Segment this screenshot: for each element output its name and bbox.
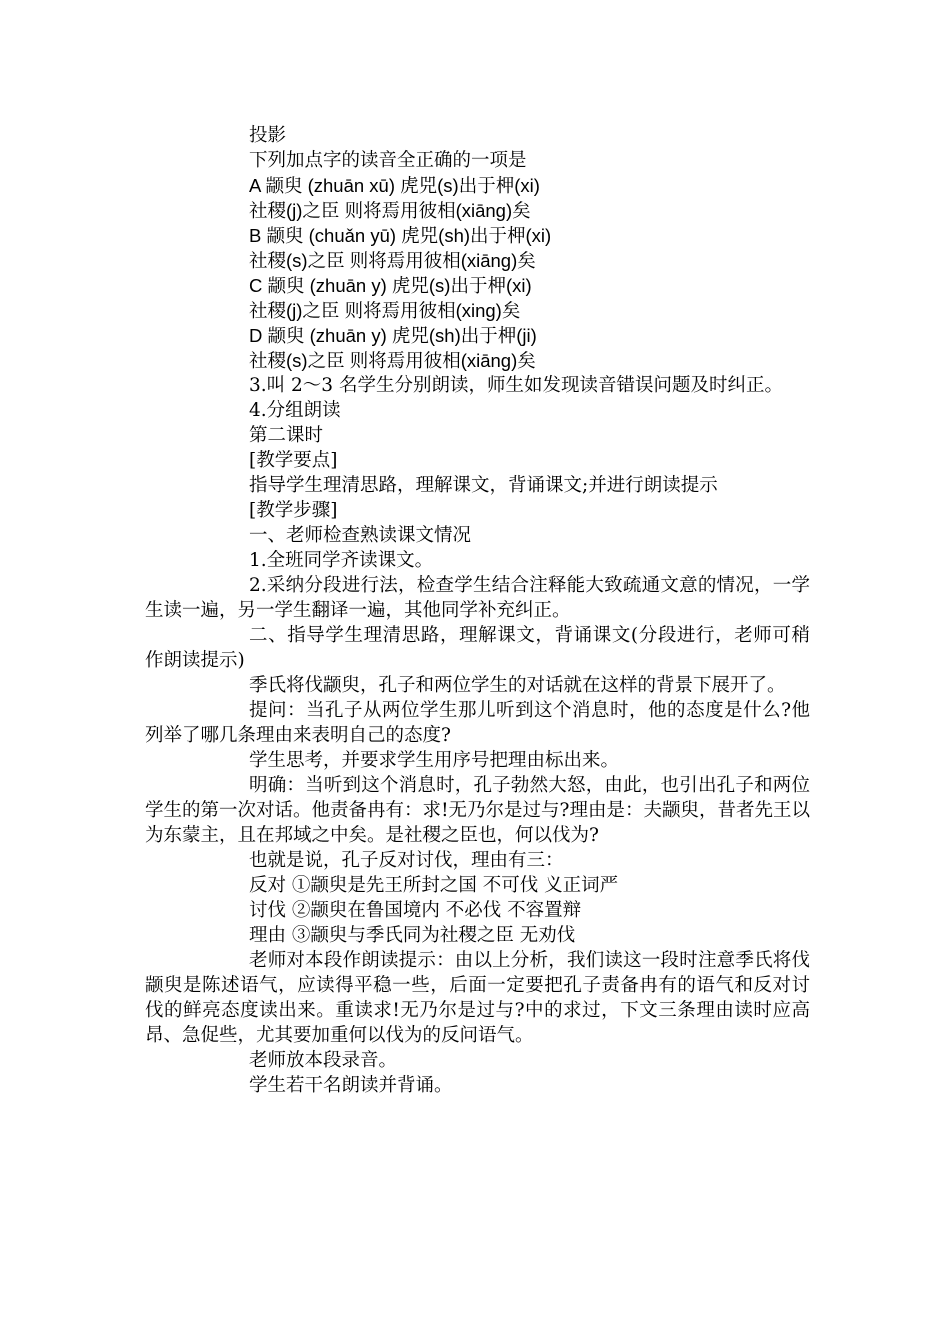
paragraph: 指导学生理清思路，理解课文，背诵课文;并进行朗读提示 <box>249 475 718 496</box>
paragraph: 3.叫 2～3 名学生分别朗读，师生如发现读音错误问题及时纠正。 <box>249 375 783 396</box>
text-line: D 颛臾 (zhuān y) 虎兕(sh)出于柙(ji) <box>249 325 537 346</box>
text-line: 学生若干名朗读并背诵。 <box>249 1075 453 1096</box>
text-line: A 颛臾 (zhuān xū) 虎兕(s)出于柙(xi) <box>249 175 540 196</box>
text-line: 老师放本段录音。 <box>249 1050 398 1071</box>
paragraph: 明确：当听到这个消息时，孔子勃然大怒，由此，也引出孔子和两位学生的第一次对话。他责备冉有：求!无乃尔是过与?理由是：夫颛臾，昔者先王以为东蒙主，且在邦域之中矣。是社稷之臣也，何以伐为? <box>145 775 810 846</box>
text-line: 第二课时 <box>249 425 324 446</box>
text-line: 4.分组朗读 <box>249 400 341 421</box>
text-line: 学生思考，并要求学生用序号把理由标出来。 <box>249 750 620 771</box>
paragraph: 老师对本段作朗读提示：由以上分析，我们读这一段时注意季氏将伐颛臾是陈述语气，应读得平稳一些，后面一定要把孔子责备冉有的语气和反对讨伐的鲜亮态度读出来。重读求!无乃尔是过与?中的求过，下文三条理由读时应高昂、急促些，尤其要加重何以伐为的反问语气。 <box>145 950 810 1046</box>
text-line: C 颛臾 (zhuān y) 虎兕(s)出于柙(xi) <box>249 275 532 296</box>
text-line: 也就是说，孔子反对讨伐，理由有三： <box>249 850 564 871</box>
text-line: 反对 ①颛臾是先王所封之国 不可伐 义正词严 <box>249 875 619 896</box>
document-page <box>145 123 810 1098</box>
text-line: 社稷(j)之臣 则将焉用彼相(xiāng)矣 <box>249 200 531 221</box>
text-line: 社稷(s)之臣 则将焉用彼相(xiāng)矣 <box>249 350 536 371</box>
paragraph: 2.采纳分段进行法，检查学生结合注释能大致疏通文意的情况，一学生读一遍，另一学生翻译一遍，其他同学补充纠正。 <box>145 575 810 621</box>
paragraph: 季氏将伐颛臾，孔子和两位学生的对话就在这样的背景下展开了。 <box>249 675 786 696</box>
text-line: 投影 <box>249 125 287 146</box>
text-line: 社稷(j)之臣 则将焉用彼相(xing)矣 <box>249 300 521 321</box>
text-line: 社稷(s)之臣 则将焉用彼相(xiāng)矣 <box>249 250 536 271</box>
text-line: 讨伐 ②颛臾在鲁国境内 不必伐 不容置辩 <box>249 900 582 921</box>
text-line: 一、老师检查熟读课文情况 <box>249 525 472 546</box>
paragraph: 提问：当孔子从两位学生那儿听到这个消息时，他的态度是什么?他列举了哪几条理由来表明自己的态度? <box>145 700 810 746</box>
text-line: 下列加点字的读音全正确的一项是 <box>249 150 527 171</box>
paragraph: 二、指导学生理清思路，理解课文，背诵课文(分段进行，老师可稍作朗读提示) <box>145 625 810 671</box>
text-line: [教学步骤] <box>249 500 338 521</box>
text-line: B 颛臾 (chuǎn yū) 虎兕(sh)出于柙(xi) <box>249 225 552 246</box>
text-line: 1.全班同学齐读课文。 <box>249 550 434 571</box>
text-line: [教学要点] <box>249 450 338 471</box>
text-line: 理由 ③颛臾与季氏同为社稷之臣 无劝伐 <box>249 925 576 946</box>
